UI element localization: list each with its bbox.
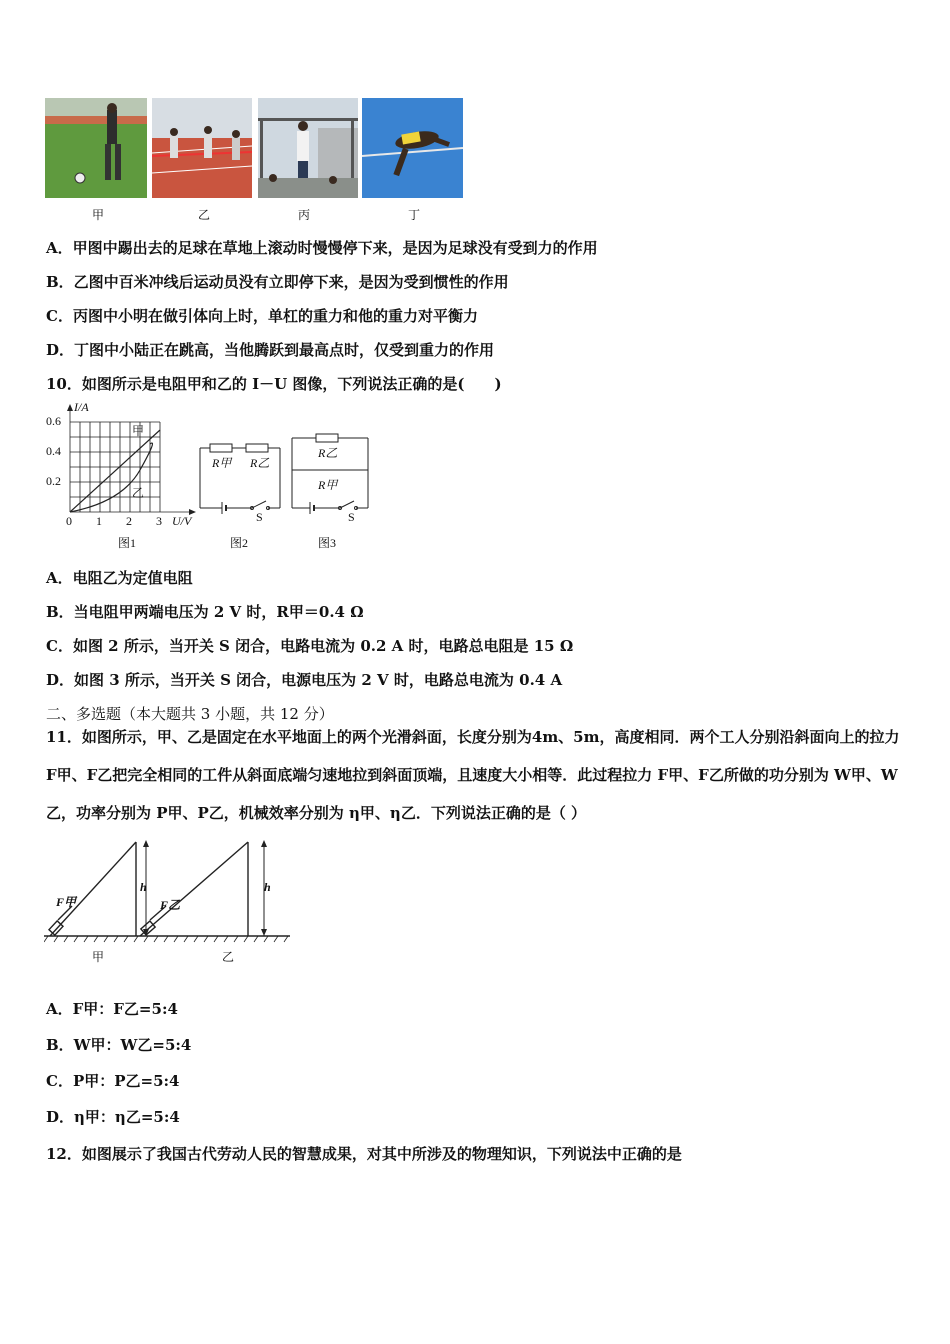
q10-option-a: A．电阻乙为定值电阻 <box>46 569 193 587</box>
q9-option-d: D．丁图中小陆正在跳高，当他腾跃到最高点时，仅受到重力的作用 <box>46 341 495 359</box>
q10-option-c: C．如图 2 所示，当开关 S 闭合，电路电流为 0.2 A 时，电路总电阻是 15 Ω <box>46 637 574 655</box>
photo-sprint-finish <box>152 98 252 198</box>
graph-xtick-1: 1 <box>96 514 102 528</box>
fig-caption-3: 图3 <box>318 536 337 550</box>
fig-caption-2: 图2 <box>230 536 249 550</box>
fig-caption-1: 图1 <box>118 536 137 550</box>
photo-high-jump <box>362 98 463 198</box>
graph-ytick-06: 0.6 <box>46 414 61 428</box>
q11-option-a: A．F甲：F乙=5:4 <box>46 1000 178 1018</box>
q11-stem: 11．如图所示，甲、乙是固定在水平地面上的两个光滑斜面，长度分别为4m、5m，高度相同．两个工人分别沿斜面向上的拉力 F甲、F乙把完全相同的工件从斜面底端匀速地拉到斜面顶端，且速度大小相等．此过程拉力 F甲、F乙所做的功分别为 W甲、W乙，功率分别为 P甲、P乙，机械效率分别为 η甲、η乙．下列说法正确的是（ ） <box>46 728 900 822</box>
graph-xtick-0: 0 <box>66 514 72 528</box>
graph-ylabel: I/A <box>74 400 89 414</box>
circuit-fig2 <box>196 440 286 520</box>
photo-caption-c: 丙 <box>298 208 311 222</box>
photo-caption-d: 丁 <box>408 208 421 222</box>
graph-xtick-2: 2 <box>126 514 132 528</box>
q10-option-b: B．当电阻甲两端电压为 2 V 时，R甲＝0.4 Ω <box>46 603 364 621</box>
iu-graph <box>42 400 202 532</box>
graph-xtick-3: 3 <box>156 514 162 528</box>
graph-xlabel: U/V <box>172 514 192 528</box>
q10-stem: 10．如图所示是电阻甲和乙的 I－U 图像，下列说法正确的是( ) <box>46 375 502 393</box>
incline-caption-a: 甲 <box>92 950 105 964</box>
q11-option-b: B．W甲：W乙=5:4 <box>46 1036 192 1054</box>
graph-curve-b-label: 乙 <box>132 486 145 500</box>
q9-option-a: A．甲图中踢出去的足球在草地上滚动时慢慢停下来，是因为足球没有受到力的作用 <box>46 239 598 257</box>
fig3-switch-label: S <box>348 510 355 524</box>
incline-caption-b: 乙 <box>222 950 235 964</box>
q12-stem: 12．如图展示了我国古代劳动人民的智慧成果，对其中所涉及的物理知识，下列说法中正确的是 <box>46 1145 682 1163</box>
incline-h2-label: h <box>264 880 271 894</box>
photo-caption-b: 乙 <box>198 208 211 222</box>
fig2-r2-label: R乙 <box>250 456 270 470</box>
photo-kick-football <box>45 98 147 198</box>
fig2-switch-label: S <box>256 510 263 524</box>
incline-figure <box>44 836 294 946</box>
graph-ytick-04: 0.4 <box>46 444 61 458</box>
q11-option-d: D．η甲：η乙=5:4 <box>46 1108 180 1126</box>
incline-f1-label: F甲 <box>56 895 77 909</box>
section-heading-multi: 二、多选题（本大题共 3 小题，共 12 分） <box>46 705 334 723</box>
fig3-r2-label: R甲 <box>318 478 338 492</box>
photo-pull-up <box>258 98 358 198</box>
q10-option-d: D．如图 3 所示，当开关 S 闭合，电源电压为 2 V 时，电路总电流为 0.4 A <box>46 671 563 689</box>
graph-curve-a-label: 甲 <box>132 424 145 438</box>
incline-h1-label: h <box>140 880 147 894</box>
q9-option-c: C．丙图中小明在做引体向上时，单杠的重力和他的重力对平衡力 <box>46 307 478 325</box>
photo-caption-a: 甲 <box>92 208 105 222</box>
q9-option-b: B．乙图中百米冲线后运动员没有立即停下来，是因为受到惯性的作用 <box>46 273 509 291</box>
q11-option-c: C．P甲：P乙=5:4 <box>46 1072 180 1090</box>
incline-f2-label: F乙 <box>160 898 181 912</box>
fig3-r1-label: R乙 <box>318 446 338 460</box>
fig2-r1-label: R甲 <box>212 456 232 470</box>
graph-ytick-02: 0.2 <box>46 474 61 488</box>
